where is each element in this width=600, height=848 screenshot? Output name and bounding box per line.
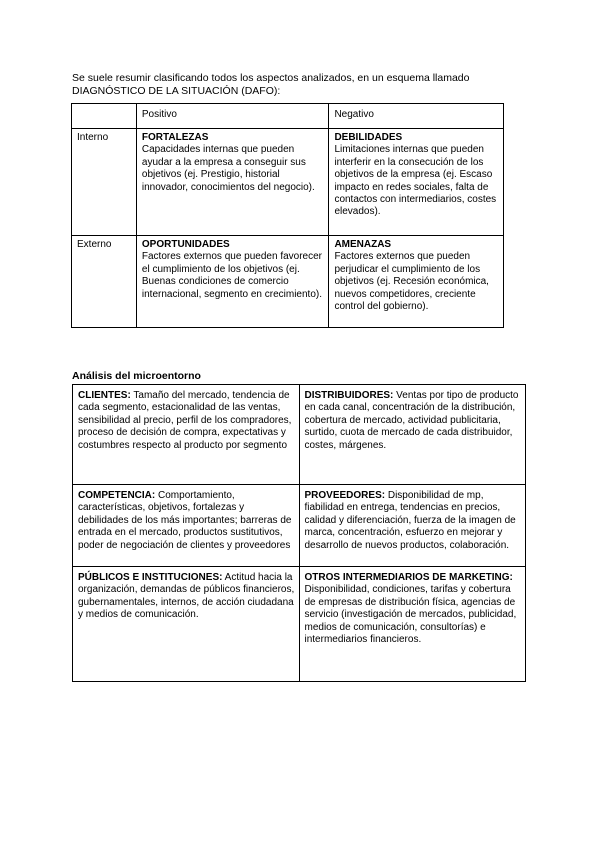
clientes-text: Tamaño del mercado, tendencia de cada segmento, estacionalidad de las ventas, sensibilidad al precio, perfil de los compradores, proceso de decisión de compra, expectativas y costumbres respecto al producto por segmento xyxy=(78,390,292,451)
dafo-row-label-externo: Externo xyxy=(72,236,137,328)
fortalezas-text: Capacidades internas que pueden ayudar a la empresa a conseguir sus objetivos (ej. Prestigio, historial innovador, conocimientos del negocio). xyxy=(141,144,315,193)
micro-row-1 xyxy=(73,385,526,485)
intermediarios-label: OTROS INTERMEDIARIOS DE MARKETING: xyxy=(304,572,513,583)
dafo-row-externo xyxy=(72,236,504,328)
dafo-corner-cell xyxy=(72,104,137,129)
distribuidores-text: Ventas por tipo de producto en cada canal, concentración de la distribución, cobertura de mercado, actividad publicitaria, surtido, cuota de mercado de cada distribuidor, costes, márgenes. xyxy=(304,390,519,451)
amenazas-cell xyxy=(329,236,504,328)
publicos-text: Actitud hacia la organización, demandas de públicos financieros, gubernamentales, internos, de acción ciudadana y medios de comunicación. xyxy=(78,572,295,621)
publicos-label: PÚBLICOS E INSTITUCIONES: xyxy=(78,572,223,583)
dafo-table xyxy=(71,103,504,328)
dafo-row-label-interno: Interno xyxy=(72,129,137,236)
proveedores-cell xyxy=(299,485,526,567)
clientes-label: CLIENTES: xyxy=(78,390,131,401)
micro-row-3 xyxy=(73,567,526,682)
competencia-text: Comportamiento, características, objetivos, fortalezas y debilidades de los más importantes; barreras de entrada en el mercado, productos sustitutivos, poder de negociación de clientes y proveedores xyxy=(78,490,292,551)
intro-line-2: DIAGNÓSTICO DE LA SITUACIÓN (DAFO): xyxy=(72,85,281,97)
debilidades-text: Limitaciones internas que pueden interferir en la consecución de los objetivos de la empresa (ej. Escaso impacto en redes sociales, falta de contactos con intermediarios, costes elevados). xyxy=(334,144,497,218)
dafo-row-interno xyxy=(72,129,504,236)
dafo-header-row xyxy=(72,104,504,129)
microentorno-table xyxy=(72,384,526,682)
oportunidades-cell xyxy=(136,236,329,328)
intermediarios-cell xyxy=(299,567,526,682)
dafo-header-negativo: Negativo xyxy=(329,104,504,129)
intro-paragraph xyxy=(72,72,542,98)
microentorno-heading: Análisis del microentorno xyxy=(72,370,201,382)
intermediarios-text: Disponibilidad, condiciones, tarifas y cobertura de empresas de distribución física, agencias de servicio (investigación de mercados, publicidad, medios de comunicación, consultorías) e intermediarios financieros. xyxy=(304,584,517,646)
competencia-label: COMPETENCIA: xyxy=(78,490,156,501)
competencia-cell xyxy=(73,485,300,567)
debilidades-title: DEBILIDADES xyxy=(334,132,403,143)
amenazas-title: AMENAZAS xyxy=(334,239,392,250)
oportunidades-title: OPORTUNIDADES xyxy=(141,239,230,250)
distribuidores-cell xyxy=(299,385,526,485)
oportunidades-text: Factores externos que pueden favorecer el cumplimiento de los objetivos (ej. Buenas condiciones de comercio internacional, segmento en crecimiento). xyxy=(141,251,322,300)
fortalezas-title: FORTALEZAS xyxy=(141,132,209,143)
distribuidores-label: DISTRIBUIDORES: xyxy=(304,390,394,401)
proveedores-label: PROVEEDORES: xyxy=(304,490,386,501)
proveedores-text: Disponibilidad de mp, fiabilidad en entrega, tendencias en precios, calidad y diferenciación, fuerza de la imagen de marca, concentración, esfuerzo en mejorar y desarrollo de nuevos productos, colaboración. xyxy=(304,490,516,551)
clientes-cell xyxy=(73,385,300,485)
fortalezas-cell xyxy=(136,129,329,236)
publicos-cell xyxy=(73,567,300,682)
debilidades-cell xyxy=(329,129,504,236)
amenazas-text: Factores externos que pueden perjudicar el cumplimiento de los objetivos (ej. Recesión económica, nuevos competidores, creciente control del gobierno). xyxy=(334,251,489,313)
micro-row-2 xyxy=(73,485,526,567)
intro-line-1: Se suele resumir clasificando todos los aspectos analizados, en un esquema llamado xyxy=(72,72,470,84)
dafo-header-positivo: Positivo xyxy=(136,104,329,129)
